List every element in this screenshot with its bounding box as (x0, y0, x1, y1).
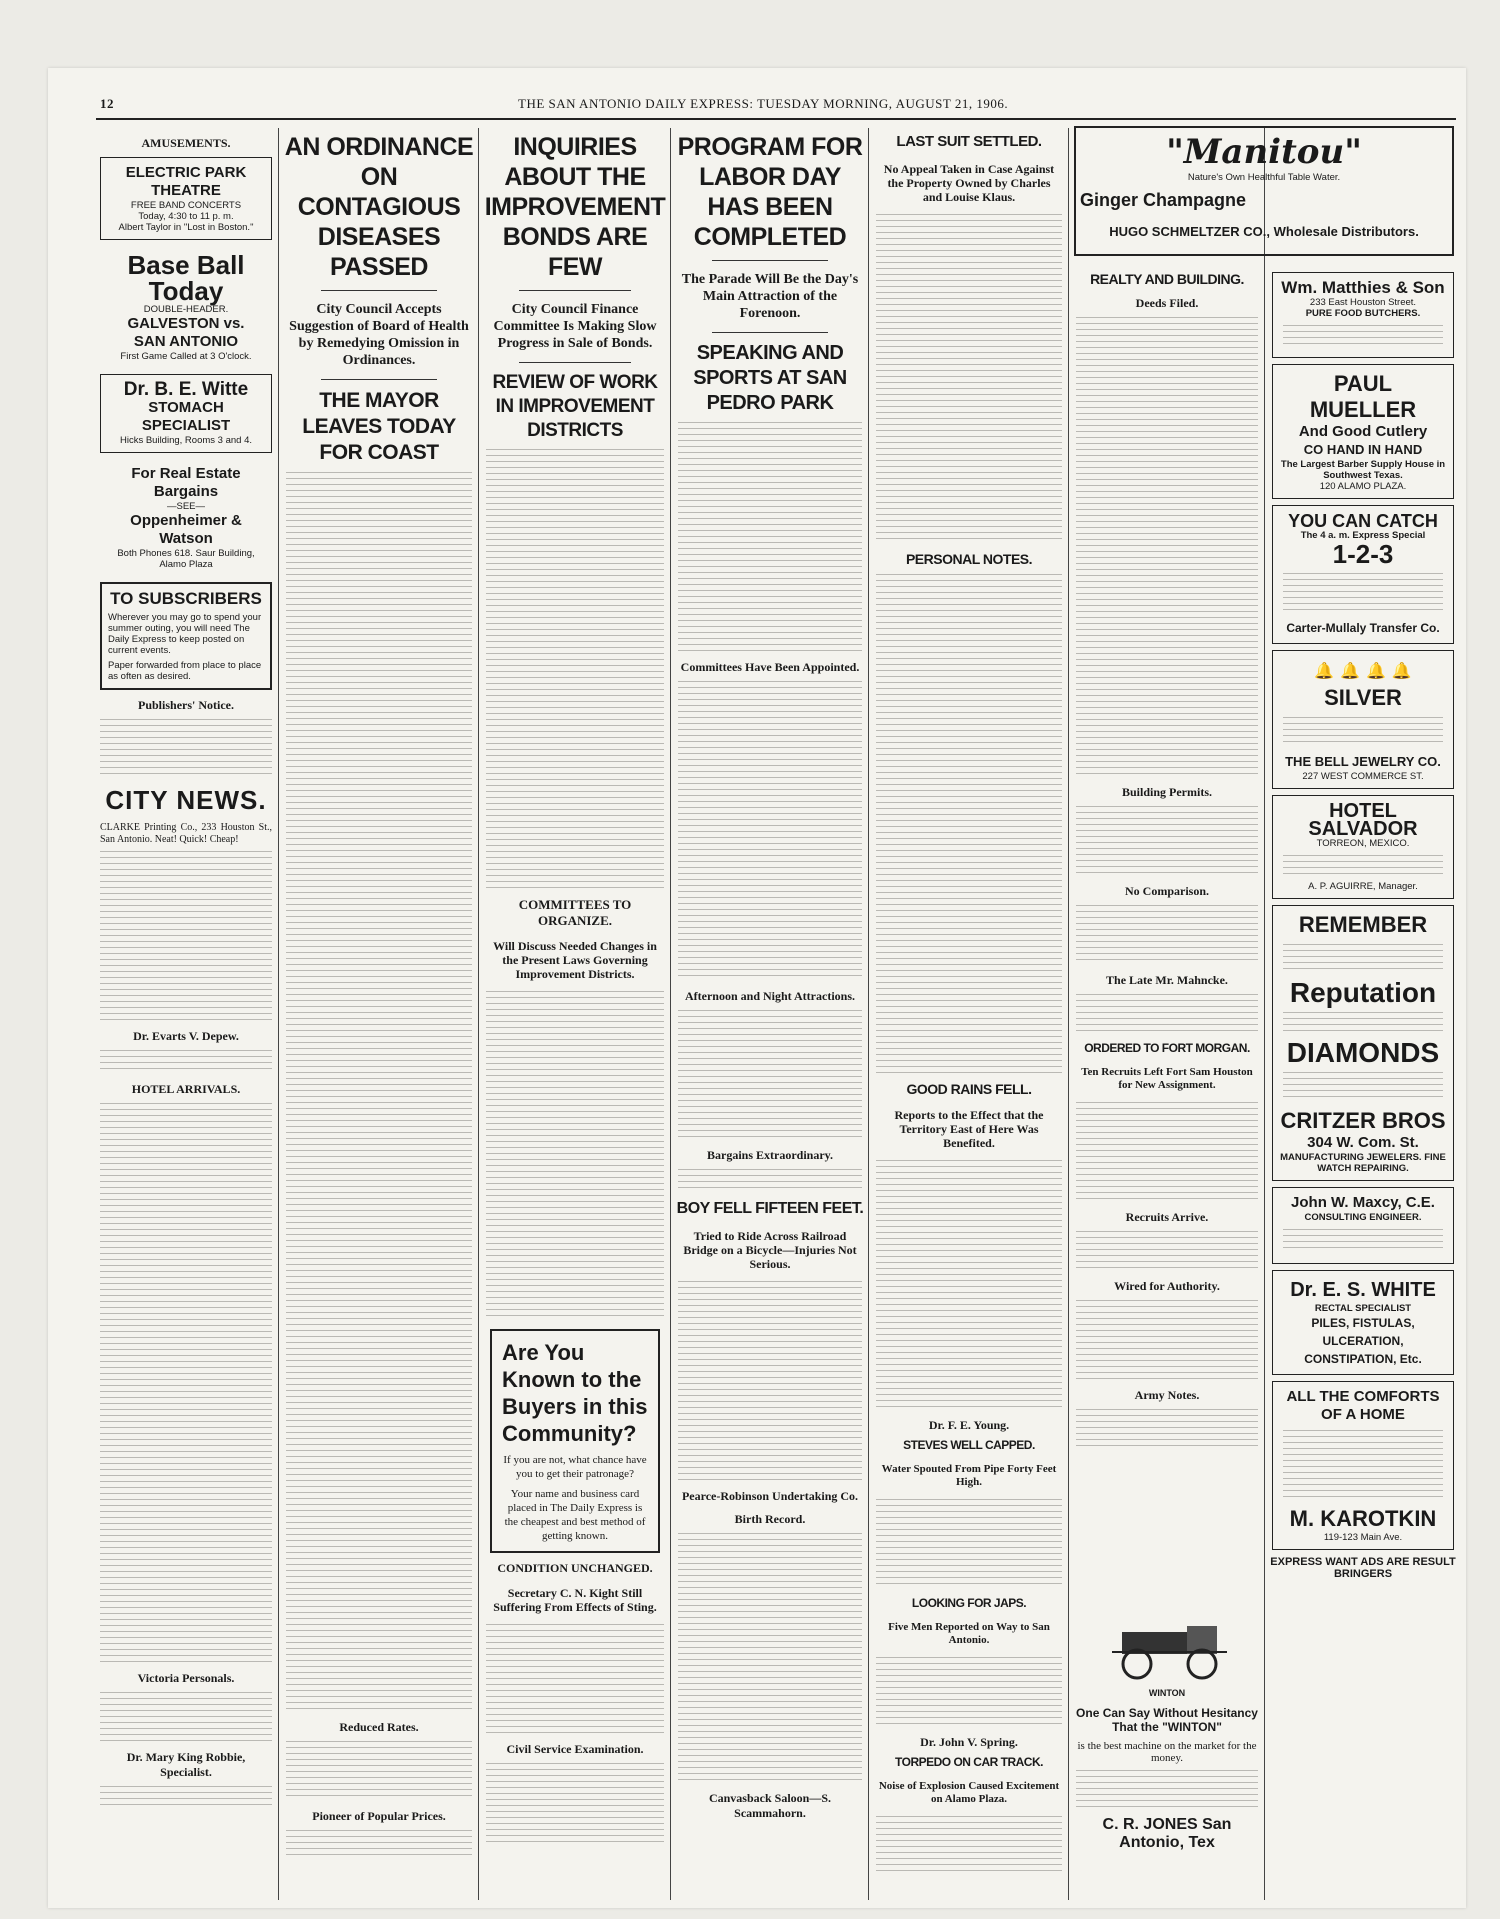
one-two-three: 1-2-3 (1332, 539, 1394, 569)
bell-icon: 🔔 (1366, 663, 1386, 680)
aguirre-text: A. P. AGUIRRE, Manager. (1308, 881, 1418, 892)
inquiries-headline: INQUIRIES ABOUT THE IMPROVEMENT BONDS ARE FEW (484, 133, 666, 281)
free-band-text: FREE BAND CONCERTS (130, 200, 242, 211)
winton-dealer: C. R. JONES San Antonio, Tex (1102, 1816, 1232, 1851)
double-header-text: DOUBLE-HEADER. (143, 304, 229, 315)
boy-fell-text (678, 1281, 862, 1481)
baseball-ad (100, 246, 272, 368)
san-antonio-text: SAN ANTONIO (133, 333, 239, 350)
civil-service-text (486, 1763, 664, 1843)
column-5 (872, 128, 1066, 1900)
white-ad (1272, 1270, 1454, 1375)
birth-record-heading: Birth Record. (734, 1512, 806, 1526)
column-1 (96, 128, 276, 1900)
witte-ad (100, 374, 272, 453)
matthies-ad (1272, 272, 1454, 358)
ordinance-headline: AN ORDINANCE ON CONTAGIOUS DISEASES PASSED (284, 133, 474, 281)
maxcy-body-text (1283, 1229, 1443, 1251)
boy-fell-subhead: Tried to Ride Across Railroad Bridge on a Bicycle—Injuries Not Serious. (683, 1229, 857, 1271)
young-heading: Dr. F. E. Young. (928, 1418, 1010, 1432)
you-can-catch: YOU CAN CATCH (1288, 511, 1438, 531)
pure-food-text: PURE FOOD BUTCHERS. (1305, 308, 1421, 319)
clarke-printing-text: CLARKE Printing Co., 233 Houston St., San Antonio. Neat! Quick! Cheap! (100, 822, 272, 845)
hotel-salvador-ad (1272, 795, 1454, 899)
publishers-notice-text (100, 719, 272, 779)
good-rains-headline: GOOD RAINS FELL. (906, 1081, 1032, 1097)
reduced-rates-heading: Reduced Rates. (339, 1720, 419, 1734)
subscribers-title: TO SUBSCRIBERS (110, 589, 262, 608)
remember-title: REMEMBER (1298, 912, 1428, 937)
column-3 (482, 128, 668, 1900)
labor-day-headline: PROGRAM FOR LABOR DAY HAS BEEN COMPLETED (677, 133, 863, 251)
newspaper-title: THE SAN ANTONIO DAILY EXPRESS: TUESDAY MORNING, AUGUST 21, 1906. (518, 96, 1009, 111)
committees-heading: COMMITTEES TO ORGANIZE. (518, 897, 632, 928)
column-rule (1068, 128, 1069, 1900)
witte-address: Hicks Building, Rooms 3 and 4. (119, 435, 252, 446)
separator (519, 362, 631, 363)
separator (519, 290, 631, 291)
alamo-plaza-text: 120 ALAMO PLAZA. (1319, 481, 1407, 492)
last-suit-text (876, 214, 1062, 544)
bell-icon-row (1279, 661, 1447, 681)
and-good-cutlery: And Good Cutlery (1298, 423, 1428, 440)
depew-heading: Dr. Evarts V. Depew. (133, 1029, 239, 1043)
diamonds-title: DIAMONDS (1286, 1037, 1440, 1068)
no-comparison-heading: No Comparison. (1124, 884, 1209, 898)
co-hand-in-hand: CO HAND IN HAND (1303, 442, 1423, 457)
matthies-address: 233 East Houston Street. (1309, 297, 1417, 308)
witte-name: Dr. B. E. Witte (123, 379, 249, 400)
consulting-text: CONSULTING ENGINEER. (1304, 1212, 1422, 1223)
paul-mueller-name: PAUL MUELLER (1309, 371, 1417, 422)
torpedo-headline: TORPEDO ON CAR TRACK. (895, 1755, 1043, 1769)
committees-article-text (486, 991, 664, 1321)
bell-jewelry-address: 227 WEST COMMERCE ST. (1302, 771, 1424, 782)
column-rule (478, 128, 479, 1900)
column-4 (674, 128, 866, 1900)
page-number: 12 (100, 96, 114, 111)
reduced-rates-text (286, 1741, 472, 1801)
largest-barber-text: The Largest Barber Supply House in Southwest Texas. (1280, 459, 1446, 481)
review-headline: REVIEW OF WORK IN IMPROVEMENT DISTRICTS (492, 372, 658, 441)
japs-subhead: Five Men Reported on Way to San Antonio. (888, 1621, 1050, 1646)
birth-record-text (678, 1533, 862, 1783)
real-estate-see: —SEE— (166, 501, 205, 512)
ginger-champagne: Ginger Champagne (1080, 190, 1247, 210)
pioneer-heading: Pioneer of Popular Prices. (312, 1809, 446, 1823)
labor-day-subhead: The Parade Will Be the Day's Main Attraction of the Forenoon. (681, 272, 859, 321)
winton-ad (1072, 1606, 1262, 1896)
realty-heading: REALTY AND BUILDING. (1090, 271, 1244, 287)
remember-body-text (1283, 944, 1443, 974)
hotel-arrivals-heading: HOTEL ARRIVALS. (131, 1082, 241, 1096)
inquiries-article-text (486, 449, 664, 889)
hotel-salvador-title: HOTEL SALVADOR (1308, 800, 1418, 840)
winton-text: is the best machine on the market for the money. (1077, 1740, 1257, 1764)
hotel-body-text (1283, 855, 1443, 875)
steves-headline: STEVES WELL CAPPED. (903, 1438, 1035, 1452)
column-6 (1072, 266, 1262, 1446)
personal-notes-heading: PERSONAL NOTES. (905, 551, 1033, 567)
white-name: Dr. E. S. WHITE (1290, 1279, 1436, 1301)
known-text-2: Your name and business card placed in The Daily Express is the cheapest and best method of getting known. (504, 1488, 646, 1542)
spring-heading: Dr. John V. Spring. (920, 1735, 1018, 1749)
army-notes-heading: Army Notes. (1134, 1388, 1200, 1402)
torpedo-subhead: Noise of Explosion Caused Excitement on Alamo Plaza. (878, 1780, 1060, 1805)
mayor-headline: THE MAYOR LEAVES TODAY FOR COAST (302, 389, 456, 464)
oppenheimer-address: Both Phones 618. Saur Building, Alamo Plaza (117, 548, 255, 570)
express-special: The 4 a. m. Express Special (1300, 530, 1426, 541)
silver-title: SILVER (1324, 685, 1402, 710)
real-estate-title: For Real Estate Bargains (131, 465, 241, 500)
bell-icon: 🔔 (1314, 663, 1335, 680)
paul-mueller-ad (1272, 364, 1454, 499)
critzer-address: 304 W. Com. St. (1307, 1134, 1419, 1151)
comforts-body-text (1283, 1430, 1443, 1500)
steves-subhead: Water Spouted From Pipe Forty Feet High. (881, 1463, 1057, 1488)
manitou-tagline: Nature's Own Healthful Table Water. (1187, 172, 1341, 183)
torpedo-text (876, 1816, 1062, 1876)
witte-stomach: STOMACH (148, 399, 224, 416)
last-suit-headline: LAST SUIT SETTLED. (896, 133, 1042, 150)
diamonds-body-text (1283, 1072, 1443, 1102)
fort-morgan-text (1076, 1102, 1258, 1202)
condition-subhead: Secretary C. N. Kight Still Suffering From Effects of Sting. (493, 1586, 657, 1614)
no-comparison-text (1076, 905, 1258, 965)
column-rule (670, 128, 671, 1900)
oppenheimer-name: Oppenheimer & Watson (130, 512, 242, 547)
winton-body-text (1076, 1770, 1258, 1810)
maxcy-name: John W. Maxcy, C.E. (1291, 1194, 1435, 1211)
reputation-title: Reputation (1289, 977, 1437, 1008)
separator (321, 379, 437, 380)
depew-text (100, 1050, 272, 1074)
karotkin-ad (1272, 1381, 1454, 1550)
column-rule (868, 128, 869, 1900)
japs-headline: LOOKING FOR JAPS. (911, 1596, 1027, 1610)
subscribers-text-2: Paper forwarded from place to place as often as desired. (108, 660, 262, 682)
bell-jewelry-ad (1272, 650, 1454, 789)
boy-fell-headline: BOY FELL FIFTEEN FEET. (676, 1200, 864, 1217)
mary-king-heading: Dr. Mary King Robbie, Specialist. (126, 1750, 246, 1779)
masthead (48, 88, 1466, 112)
hotel-arrivals-text (100, 1103, 272, 1663)
deeds-heading: Deeds Filed. (1135, 296, 1199, 310)
silver-body-text (1283, 717, 1443, 747)
separator (712, 332, 827, 333)
real-estate-ad (100, 459, 272, 576)
piles-text: PILES, FISTULAS, ULCERATION, CONSTIPATION, Etc. (1304, 1316, 1422, 1366)
column-rule (1264, 128, 1265, 1900)
building-permits-heading: Building Permits. (1121, 785, 1212, 799)
committees-appointed-heading: Committees Have Been Appointed. (680, 660, 860, 674)
carter-name: Carter-Mullaly Transfer Co. (1286, 621, 1440, 635)
victoria-text (100, 1692, 272, 1742)
pearce-heading: Pearce-Robinson Undertaking Co. (681, 1489, 859, 1503)
first-game-text: First Game Called at 3 O'clock. (120, 351, 252, 362)
rectal-text: RECTAL SPECIALIST (1314, 1303, 1412, 1314)
baseball-title: Base Ball Today (127, 250, 245, 306)
army-notes-text (1076, 1409, 1258, 1446)
carter-body-text (1283, 573, 1443, 613)
separator (321, 290, 437, 291)
personal-notes-text (876, 574, 1062, 1074)
known-to-buyers-ad (490, 1329, 660, 1553)
schmeltzer-text: HUGO SCHMELTZER CO., Wholesale Distributors. (1109, 224, 1419, 239)
building-permits-text (1076, 806, 1258, 876)
known-text-1: If you are not, what chance have you to get their patronage? (503, 1454, 647, 1480)
carter-mullaly-ad (1272, 505, 1454, 644)
recruits-text (1076, 1231, 1258, 1271)
inquiries-subhead: City Council Finance Committee Is Making Slow Progress in Sale of Bonds. (493, 302, 657, 351)
subscribers-notice (100, 582, 272, 690)
condition-article-text (486, 1624, 664, 1734)
column-7 (1268, 266, 1458, 1906)
bell-icon: 🔔 (1391, 663, 1412, 680)
winton-label: WINTON (1148, 1688, 1186, 1698)
good-rains-subhead: Reports to the Effect that the Territory East of Here Was Benefited. (894, 1108, 1044, 1150)
column-2 (282, 128, 476, 1900)
civil-service-heading: Civil Service Examination. (506, 1742, 644, 1756)
band-time-text: Today, 4:30 to 11 p. m. (138, 211, 234, 222)
fort-morgan-subhead: Ten Recruits Left Fort Sam Houston for New Assignment. (1081, 1066, 1253, 1091)
mary-king-text (100, 1786, 272, 1810)
afternoon-text (678, 1010, 862, 1140)
comforts-title: ALL THE COMFORTS OF A HOME (1286, 1388, 1440, 1423)
city-news-text (100, 851, 272, 1021)
bell-icon: 🔔 (1340, 663, 1360, 680)
recruits-heading: Recruits Arrive. (1125, 1210, 1209, 1224)
last-suit-subhead: No Appeal Taken in Case Against the Property Owned by Charles and Louise Klaus. (883, 162, 1055, 204)
publishers-notice-heading: Publishers' Notice. (138, 698, 234, 712)
masthead-rule (96, 118, 1456, 120)
amusements-heading: AMUSEMENTS. (141, 136, 231, 150)
mahncke-heading: The Late Mr. Mahncke. (1106, 973, 1228, 987)
committees-appointed-text (678, 681, 862, 981)
ordinance-subhead: City Council Accepts Suggestion of Board of Health by Remedying Omission in Ordinances. (289, 302, 469, 368)
city-news-heading: CITY NEWS. (105, 785, 267, 815)
bell-jewelry-name: THE BELL JEWELRY CO. (1285, 754, 1441, 769)
albert-taylor-text: Albert Taylor in "Lost in Boston." (118, 222, 254, 233)
committees-subhead: Will Discuss Needed Changes in the Present Laws Governing Improvement Districts. (493, 939, 657, 981)
san-pedro-headline: SPEAKING AND SPORTS AT SAN PEDRO PARK (693, 342, 847, 414)
karotkin-name: M. KAROTKIN (1289, 1506, 1437, 1531)
galveston-text: GALVESTON vs. (127, 315, 245, 332)
torreon-text: TORREON, MEXICO. (1316, 838, 1410, 849)
matthies-name: Wm. Matthies & Son (1281, 278, 1445, 297)
deeds-text (1076, 317, 1258, 777)
wired-heading: Wired for Authority. (1114, 1279, 1220, 1293)
karotkin-address: 119-123 Main Ave. (1323, 1532, 1403, 1543)
manitou-ad (1074, 126, 1454, 256)
manufacturing-text: MANUFACTURING JEWELERS. FINE WATCH REPAIRING. (1280, 1152, 1446, 1174)
critzer-bros-ad (1272, 905, 1454, 1181)
known-question: Are You Known to the Buyers in this Community? (502, 1340, 648, 1446)
electric-park-title: ELECTRIC PARK THEATRE (125, 164, 247, 199)
labor-day-article-text (678, 422, 862, 652)
separator (712, 260, 827, 261)
matthies-body-text (1283, 325, 1443, 345)
japs-text (876, 1657, 1062, 1727)
canvasback-heading: Canvasback Saloon—S. Scammahorn. (708, 1791, 832, 1820)
winton-headline: One Can Say Without Hesitancy That the "WINTON" (1076, 1706, 1258, 1734)
afternoon-heading: Afternoon and Night Attractions. (685, 989, 855, 1003)
subscribers-text: Wherever you may go to spend your summer outing, you will need The Daily Express to keep posted on current events. (108, 612, 262, 656)
ordinance-article-text (286, 472, 472, 1712)
fort-morgan-headline: ORDERED TO FORT MORGAN. (1084, 1041, 1250, 1055)
maxcy-ad (1272, 1187, 1454, 1264)
bargains-heading: Bargains Extraordinary. (706, 1148, 833, 1162)
good-rains-text (876, 1160, 1062, 1410)
express-want-ads: EXPRESS WANT ADS ARE RESULT BRINGERS (1270, 1556, 1456, 1580)
victoria-heading: Victoria Personals. (137, 1671, 235, 1685)
pioneer-text (286, 1830, 472, 1860)
automobile-illustration (1092, 1612, 1242, 1682)
bargains-text (678, 1169, 862, 1193)
column-rule (278, 128, 279, 1900)
electric-park-ad (100, 157, 272, 240)
witte-specialist: SPECIALIST (141, 417, 231, 434)
steves-text (876, 1499, 1062, 1589)
critzer-name: CRITZER BROS (1280, 1108, 1446, 1133)
manitou-logo: "Manitou" (1166, 132, 1362, 172)
mahncke-text (1076, 994, 1258, 1034)
condition-heading: CONDITION UNCHANGED. (497, 1561, 653, 1575)
reputation-body-text (1283, 1012, 1443, 1034)
wired-text (1076, 1300, 1258, 1380)
